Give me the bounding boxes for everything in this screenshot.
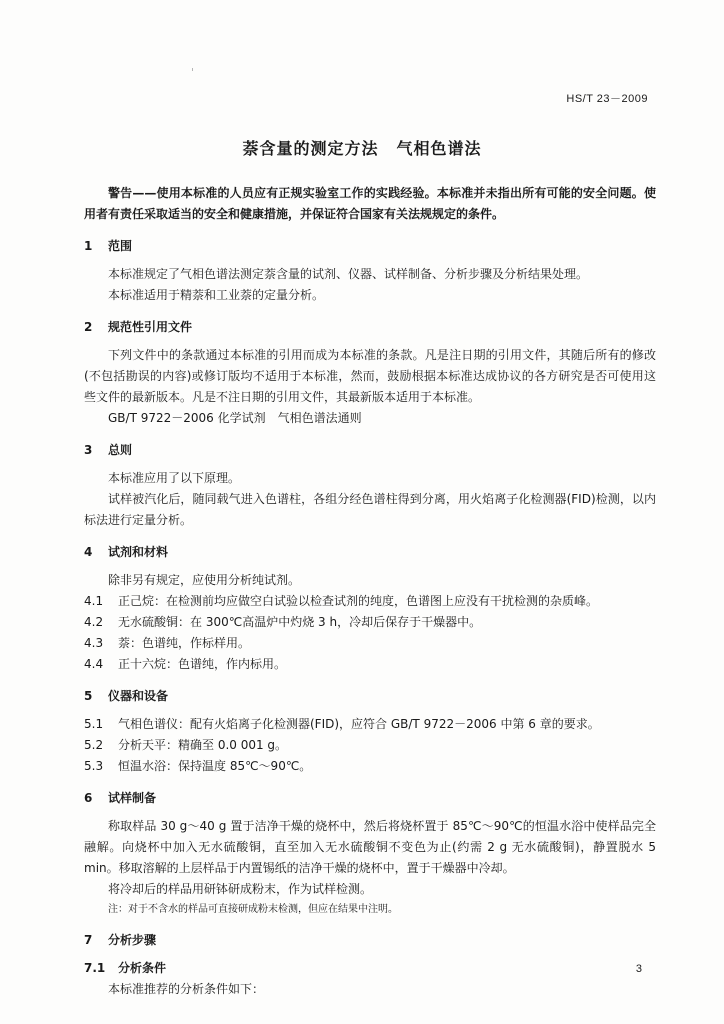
scope-paragraph-2: 本标准适用于精萘和工业萘的定量分析。 [108, 288, 325, 302]
section-heading-reagents [84, 542, 656, 563]
clause-number: 5.3 [84, 759, 104, 773]
clause-item [84, 654, 656, 675]
section-number: 2 [84, 320, 93, 334]
clause-number: 4.1 [84, 594, 104, 608]
standard-code: HS/T 23－2009 [566, 93, 648, 105]
section-title: 总则 [108, 443, 133, 457]
section-number: 1 [84, 239, 93, 253]
clause-number: 4.3 [84, 636, 104, 650]
section-heading-scope [84, 236, 656, 257]
clause-item [84, 735, 656, 756]
section-number: 6 [84, 791, 93, 805]
preparation-note: 注：对于不含水的样品可直接研成粉末检测，但应在结果中注明。 [108, 904, 398, 915]
reference-entry: GB/T 9722－2006 化学试剂 气相色谱法通则 [108, 411, 362, 425]
preparation-paragraph-1: 称取样品 30 g～40 g 置于洁净干燥的烧杯中，然后将烧杯置于 85℃～90℃的恒温水浴中使样品完全融解。向烧杯中加入无水硫酸铜，直至加入无水硫酸铜不变色为止(约需 2 g 无水硫酸铜)，静置脱水 5 min。移取溶解的上层样品于内置锡纸的洁净干燥的烧杯中，置于干燥器中冷却。 [84, 819, 656, 875]
section-title: 试剂和材料 [108, 545, 169, 559]
section-heading-apparatus [84, 686, 656, 707]
subsection-title: 分析条件 [118, 961, 167, 975]
scope-paragraph-1: 本标准规定了气相色谱法测定萘含量的试剂、仪器、试样制备、分析步骤及分析结果处理。 [108, 267, 589, 281]
page-number: 3 [635, 963, 642, 975]
clause-item [84, 756, 656, 777]
clause-item [84, 591, 656, 612]
clause-text: 萘：色谱纯，作标样用。 [118, 636, 251, 650]
section-title: 分析步骤 [108, 933, 157, 947]
title-main: 萘含量的测定方法 [242, 139, 379, 158]
preparation-paragraph-2: 将冷却后的样品用研钵研成粉末，作为试样检测。 [108, 882, 373, 896]
scan-speck [192, 68, 193, 71]
clause-number: 5.1 [84, 717, 104, 731]
clause-number: 5.2 [84, 738, 104, 752]
clause-item [84, 633, 656, 654]
clause-text: 正己烷：在检测前均应做空白试验以检查试剂的纯度，色谱图上应没有干扰检测的杂质峰。 [118, 594, 599, 608]
section-number: 7 [84, 933, 93, 947]
section-number: 3 [84, 443, 93, 457]
subsection-heading-analysis-conditions [84, 958, 656, 979]
section-heading-general [84, 440, 656, 461]
document-title [0, 136, 724, 159]
clause-text: 分析天平：精确至 0.0 001 g。 [118, 738, 288, 752]
general-paragraph-2: 试样被汽化后，随同载气进入色谱柱，各组分经色谱柱得到分离，用火焰离子化检测器(FID)检测，以内标法进行定量分析。 [84, 492, 656, 527]
warning-paragraph: 警告——使用本标准的人员应有正规实验室工作的实践经验。本标准并未指出所有可能的安全问题。使用者有责任采取适当的安全和健康措施，并保证符合国家有关法规规定的条件。 [84, 186, 656, 221]
section-title: 试样制备 [108, 791, 157, 805]
clause-number: 4.4 [84, 657, 104, 671]
clause-item [84, 612, 656, 633]
references-paragraph: 下列文件中的条款通过本标准的引用而成为本标准的条款。凡是注日期的引用文件，其随后所有的修改(不包括勘误的内容)或修订版均不适用于本标准，然而，鼓励根据本标准达成协议的各方研究是否可使用这些文件的最新版本。凡是不注日期的引用文件，其最新版本适用于本标准。 [84, 348, 656, 404]
clause-text: 无水硫酸铜：在 300℃高温炉中灼烧 3 h，冷却后保存于干燥器中。 [118, 615, 482, 629]
subsection-number: 7.1 [84, 961, 106, 975]
section-number: 4 [84, 545, 93, 559]
section-heading-sample-preparation [84, 788, 656, 809]
conditions-paragraph: 本标准推荐的分析条件如下： [108, 982, 265, 996]
clause-item [84, 714, 656, 735]
section-number: 5 [84, 689, 93, 703]
section-heading-analysis-procedure [84, 930, 656, 951]
section-title: 范围 [108, 239, 133, 253]
clause-text: 正十六烷：色谱纯，作内标用。 [118, 657, 287, 671]
clause-number: 4.2 [84, 615, 104, 629]
clause-text: 恒温水浴：保持温度 85℃～90℃。 [118, 759, 312, 773]
clause-text: 气相色谱仪：配有火焰离子化检测器(FID)，应符合 GB/T 9722－2006 中第 6 章的要求。 [118, 717, 600, 731]
general-paragraph-1: 本标准应用了以下原理。 [108, 471, 241, 485]
reagents-paragraph: 除非另有规定，应使用分析纯试剂。 [108, 573, 301, 587]
section-title: 仪器和设备 [108, 689, 169, 703]
document-body [84, 183, 656, 1000]
section-title: 规范性引用文件 [108, 320, 193, 334]
section-heading-normative-references [84, 317, 656, 338]
title-sub: 气相色谱法 [396, 139, 482, 158]
